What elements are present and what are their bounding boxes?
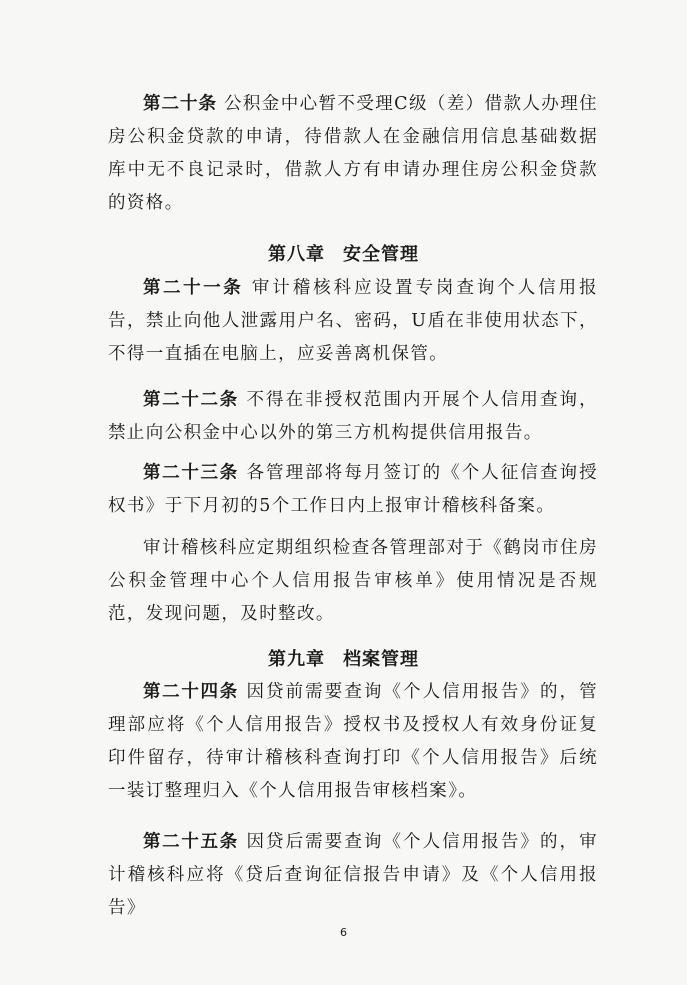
article-number: 第二十条 [143,94,218,114]
article-number: 第二十四条 [143,682,239,702]
page-number: 6 [340,926,347,939]
article-text: 审计稽核科应设置专岗查询个人信用报告，禁止向他人泄露用户名、密码，U盾在非使用状态下，不得一直插在电脑上，应妥善离机保管。 [108,278,598,364]
chapter-title: 安全管理 [343,244,419,265]
chapter-title: 档案管理 [343,649,419,670]
article-text: 公积金中心暂不受理C级（差）借款人办理住房公积金贷款的申请，待借款人在金融信用信息基础数据库中无不良记录时，借款人方有申请办理住房公积金贷款的资格。 [108,94,598,213]
article-number: 第二十五条 [143,832,239,852]
article-24 [108,676,598,808]
article-text: 各管理部将每月签订的《个人征信查询授权书》于下月初的5个工作日内上报审计稽核科备案。 [108,463,599,516]
article-number: 第二十二条 [143,390,239,410]
article-number: 第二十三条 [143,463,239,483]
chapter-9-heading [0,645,687,671]
chapter-8-heading [0,240,687,266]
article-text: 因贷后需要查询《个人信用报告》的，审计稽核科应将《贷后查询征信报告申请》及《个人信用报告》 [108,832,599,918]
article-22 [108,384,598,450]
article-23 [108,457,598,523]
chapter-number: 第八章 [268,244,325,265]
article-20 [108,88,598,220]
article-23-paragraph-2 [108,532,598,631]
chapter-number: 第九章 [268,649,325,670]
article-text: 不得在非授权范围内开展个人信用查询，禁止向公积金中心以外的第三方机构提供信用报告。 [108,390,599,443]
article-25 [108,826,598,925]
article-text: 因贷前需要查询《个人信用报告》的，管理部应将《个人信用报告》授权书及授权人有效身份证复印件留存，待审计稽核科查询打印《个人信用报告》后统一装订整理归入《个人信用报告审核档案》。 [108,682,599,801]
article-21 [108,272,598,371]
article-text: 审计稽核科应定期组织检查各管理部对于《鹤岗市住房公积金管理中心个人信用报告审核单》使用情况是否规范，发现问题，及时整改。 [108,538,598,624]
article-number: 第二十一条 [143,278,244,298]
